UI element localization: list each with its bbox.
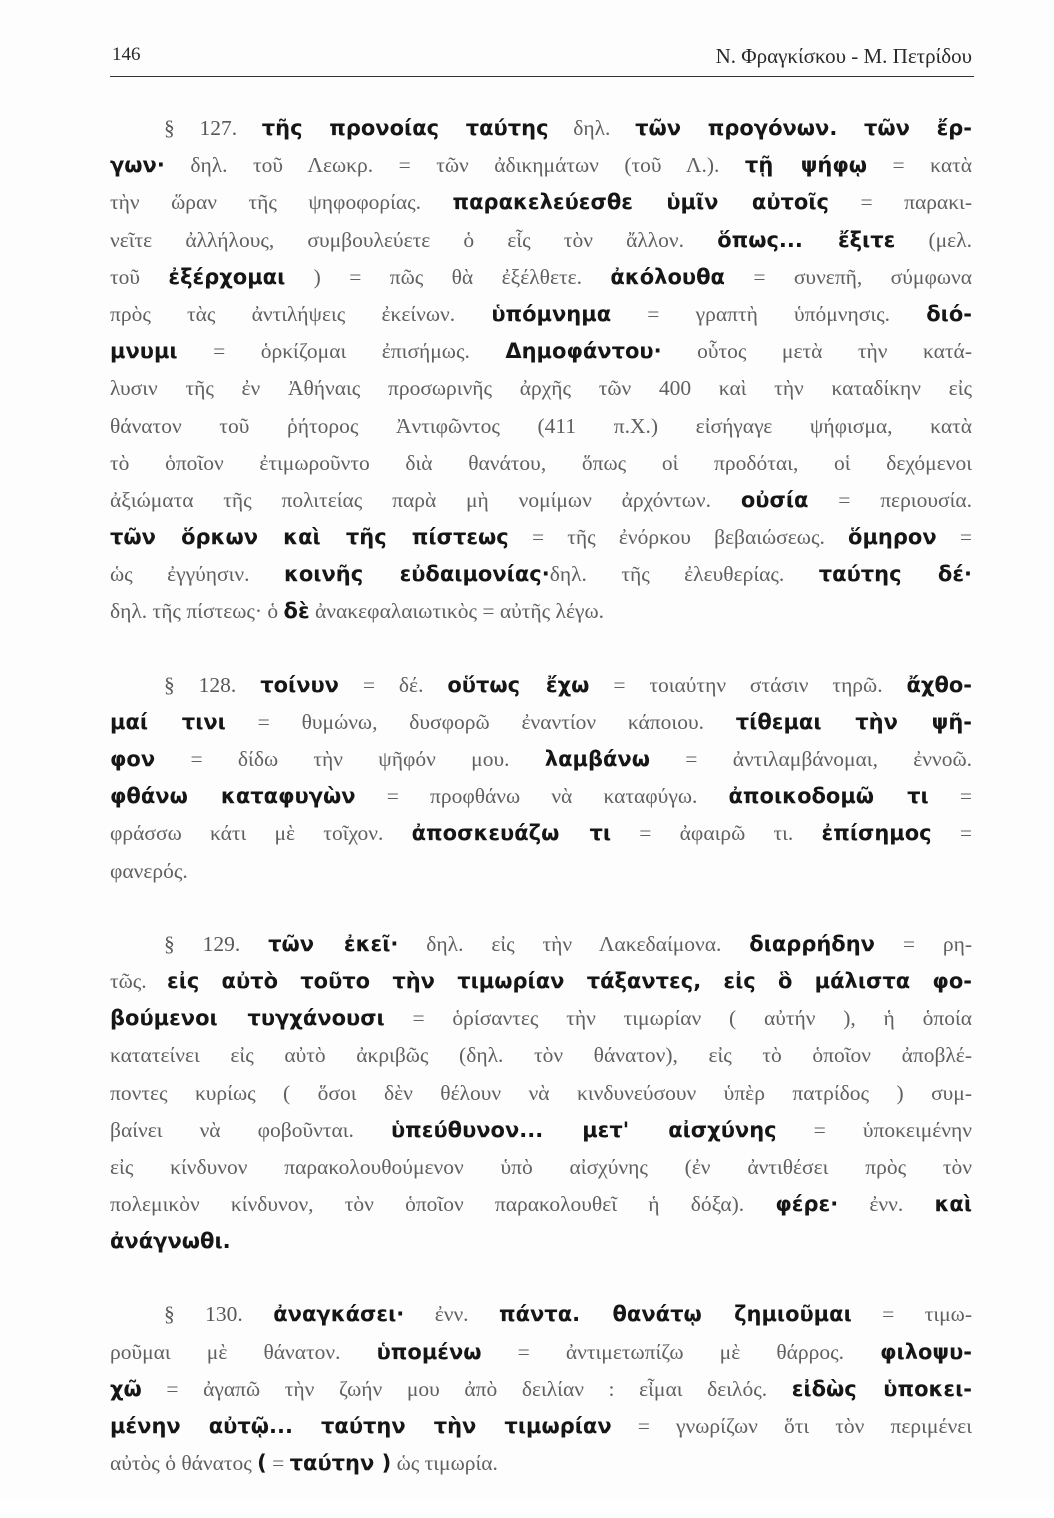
text-line — [110, 815, 972, 852]
lemma-term: ὑπομένω — [376, 1339, 482, 1364]
gloss-text: τῶς. — [110, 968, 167, 993]
text-line — [110, 259, 972, 296]
lemma-term: τῶν ἐκεῖ· — [268, 931, 399, 956]
page-number: 146 — [112, 44, 141, 65]
lemma-term: παρακελεύεσθε ὑμῖν αὐτοῖς — [452, 190, 829, 215]
gloss-text: δηλ. τοῦ Λεωκρ. = τῶν ἀδικημάτων (τοῦ Λ.). — [164, 153, 745, 178]
commentary-paragraph — [110, 926, 972, 1261]
gloss-text: δηλ. τῆς πίστεως· ὁ — [110, 599, 284, 624]
gloss-text: τὸ ὁποῖον ἐτιμωροῦντο διὰ θανάτου, ὅπως οἱ προδόται, οἱ δεχόμενοι — [110, 450, 972, 475]
lemma-term: μένην αὐτῷ... ταύτην τὴν τιμωρίαν — [110, 1414, 612, 1438]
lemma-term: πάντα. θανάτῳ ζημιοῦμαι — [498, 1302, 852, 1327]
text-line — [110, 184, 972, 221]
gloss-text: = — [266, 1451, 290, 1476]
gloss-text: = ὑποκειμένην — [776, 1117, 972, 1142]
text-line — [110, 741, 972, 778]
gloss-text: εἰς κίνδυνον παρακολουθούμενον ὑπὸ αἰσχύνης (ἐν ἀντιθέσει πρὸς τὸν — [110, 1154, 972, 1179]
lemma-term: οὐσία — [740, 487, 809, 512]
gloss-text: = ἀγαπῶ τὴν ζωήν μου ἀπὸ δειλίαν : εἶμαι δειλός. — [141, 1376, 792, 1401]
gloss-text: = προφθάνω νὰ καταφύγω. — [355, 784, 729, 809]
section-number: § 129. — [164, 931, 241, 956]
text-line — [110, 704, 972, 741]
gloss-text: δηλ. — [548, 116, 636, 140]
lemma-term: ἀκόλουθα — [610, 264, 725, 289]
text-line — [110, 1000, 972, 1037]
lemma-term: ( — [257, 1451, 267, 1476]
lemma-term: οὕτως ἔχω — [447, 672, 590, 697]
lemma-term: τῆς προνοίας ταύτης — [261, 116, 549, 140]
gloss-text: = γνωρίζων ὅτι τὸν περιμένει — [611, 1414, 973, 1438]
gloss-text: ροῦμαι μὲ θάνατον. — [110, 1339, 377, 1364]
lemma-term: ἀνάγνωθι. — [110, 1229, 231, 1254]
lemma-term: φον — [110, 747, 156, 771]
gloss-text: = θυμώνω, δυσφορῶ ἐναντίον κάποιου. — [225, 709, 736, 734]
gloss-text: = — [928, 784, 973, 809]
text-line — [110, 667, 972, 704]
gloss-text: = τοιαύτην στάσιν τηρῶ. — [589, 672, 907, 697]
gloss-text — [237, 116, 262, 140]
lemma-term: ἀποσκευάζω τι — [411, 821, 612, 846]
lemma-term: ἐπίσημος — [821, 821, 932, 846]
text-line — [110, 556, 972, 593]
gloss-text: τοῦ — [110, 264, 169, 289]
gloss-text: ὡς τιμωρία. — [391, 1451, 498, 1476]
lemma-term: εἰδὼς ὑποκει- — [791, 1376, 972, 1401]
text-line — [110, 963, 972, 1000]
lemma-term: ἀναγκάσει· — [273, 1302, 405, 1327]
gloss-text: κατατείνει εἰς αὐτὸ ἀκριβῶς (δηλ. τὸν θάνατον), εἰς τὸ ὁποῖον ἀποβλέ- — [110, 1043, 972, 1068]
lemma-term: φέρε· — [775, 1192, 839, 1217]
gloss-text: = τῆς ἐνόρκου βεβαιώσεως. — [508, 525, 849, 550]
gloss-text: = δίδω τὴν ψῆφόν μου. — [155, 747, 545, 771]
gloss-text: = κατὰ — [867, 153, 972, 178]
section-number: § 128. — [164, 672, 237, 697]
gloss-text: = ρη- — [874, 931, 973, 956]
text-line — [110, 1445, 972, 1482]
gloss-text: πρὸς τὰς ἀντιλήψεις ἐκείνων. — [110, 301, 492, 326]
lemma-term: ὑπεύθυνον... μετ' αἰσχύνης — [390, 1117, 777, 1142]
commentary-body — [110, 110, 972, 1518]
gloss-text: = ὁρίσαντες τὴν τιμωρίαν ( αὐτήν ), ἡ ὁποία — [384, 1006, 972, 1031]
lemma-term: ὅπως... ἔξιτε — [717, 227, 896, 252]
text-line — [110, 519, 972, 556]
lemma-term: εἰς αὐτὸ τοῦτο τὴν τιμωρίαν τάξαντες, εἰς ὃ μάλιστα φο- — [167, 968, 972, 993]
gloss-text: ποντες κυρίως ( ὅσοι δὲν θέλουν νὰ κινδυνεύσουν ὑπὲρ πατρίδος ) συμ- — [110, 1080, 972, 1105]
gloss-text: = — [931, 821, 972, 846]
lemma-term: ὑπόμνημα — [491, 301, 612, 326]
text-line — [110, 482, 972, 519]
lemma-term: χῶ — [110, 1376, 142, 1401]
text-line — [110, 147, 972, 184]
gloss-text: ὡς ἐγγύησιν. — [110, 562, 284, 587]
lemma-term: ταύτης δέ· — [818, 562, 973, 587]
lemma-term: βούμενοι τυγχάνουσι — [110, 1006, 385, 1031]
lemma-term: λαμβάνω — [544, 747, 650, 771]
running-head-authors: Ν. Φραγκίσκου - Μ. Πετρίδου — [715, 44, 972, 68]
text-line — [110, 1112, 972, 1149]
text-line — [110, 1149, 972, 1186]
lemma-term: φιλοψυ- — [880, 1339, 973, 1364]
gloss-text: = ἀντιμετωπίζω μὲ θάρρος. — [481, 1339, 881, 1364]
lemma-term: γων· — [110, 153, 165, 178]
text-line — [110, 926, 972, 963]
gloss-text: νεῖτε ἀλλήλους, συμβουλεύετε ὁ εἷς τὸν ἄλλον. — [110, 227, 718, 252]
gloss-text: = — [936, 525, 972, 550]
lemma-term: φθάνω καταφυγὼν — [110, 784, 356, 809]
gloss-text: θάνατον τοῦ ῥήτορος Ἀντιφῶντος (411 π.Χ.) εἰσήγαγε ψήφισμα, κατὰ — [110, 413, 972, 438]
lemma-term: μνυμι — [110, 339, 178, 364]
gloss-text: δηλ. εἰς τὴν Λακεδαίμονα. — [398, 931, 750, 956]
lemma-term: δὲ — [283, 599, 310, 624]
lemma-term: ἀποικοδομῶ τι — [728, 784, 929, 809]
text-line — [110, 853, 972, 890]
text-line — [110, 1075, 972, 1112]
gloss-text: ἀξιώματα τῆς πολιτείας παρὰ μὴ νομίμων ἀρχόντων. — [110, 487, 741, 512]
text-line — [110, 1371, 972, 1408]
text-line — [110, 593, 972, 630]
gloss-text — [243, 1302, 273, 1326]
lemma-term: τῶν προγόνων. τῶν ἔρ- — [635, 116, 973, 140]
gloss-text: = περιουσία. — [808, 487, 972, 512]
text-line — [110, 1223, 972, 1260]
commentary-paragraph — [110, 667, 972, 890]
text-line — [110, 110, 972, 147]
gloss-text: πολεμικὸν κίνδυνον, τὸν ὁποῖον παρακολουθεῖ ἡ δόξα). — [110, 1192, 776, 1217]
lemma-term: τῇ ψήφῳ — [744, 153, 868, 178]
gloss-text: = ἀφαιρῶ τι. — [611, 821, 822, 846]
gloss-text: = παρακι- — [828, 190, 972, 215]
lemma-term: Δημοφάντου· — [505, 339, 662, 364]
commentary-paragraph — [110, 1296, 972, 1482]
lemma-term: τοίνυν — [260, 672, 339, 697]
text-line — [110, 370, 972, 407]
text-line — [110, 296, 972, 333]
gloss-text: βαίνει νὰ φοβοῦνται. — [110, 1117, 391, 1142]
running-header — [110, 36, 974, 77]
text-line — [110, 445, 972, 482]
gloss-text: = συνεπῆ, σύμφωνα — [724, 264, 972, 289]
lemma-term: μαί τινι — [110, 709, 226, 734]
lemma-term: ἄχθο- — [906, 672, 973, 697]
lemma-term: τίθεμαι τὴν ψῆ- — [735, 709, 972, 734]
text-line — [110, 1408, 972, 1445]
gloss-text: δηλ. τῆς ἐλευθερίας. — [549, 562, 819, 587]
gloss-text: ) = πῶς θὰ ἐξέλθετε. — [285, 264, 611, 289]
gloss-text: ἀνακεφαλαιωτικὸς = αὐτῆς λέγω. — [309, 599, 605, 624]
gloss-text: = ὁρκίζομαι ἐπισήμως. — [177, 339, 506, 364]
text-line — [110, 778, 972, 815]
gloss-text: οὗτος μετὰ τὴν κατά- — [661, 339, 972, 364]
lemma-term: τῶν ὅρκων καὶ τῆς πίστεως — [110, 525, 509, 550]
section-number: § 130. — [164, 1302, 243, 1327]
section-number: § 127. — [164, 116, 238, 140]
lemma-term: ὅμηρον — [848, 525, 937, 550]
gloss-text: φανερός. — [110, 858, 188, 883]
gloss-text: αὐτὸς ὁ θάνατος — [110, 1451, 258, 1476]
text-line — [110, 1296, 972, 1333]
text-line — [110, 1334, 972, 1371]
lemma-term: διαρρήδην — [749, 931, 875, 956]
gloss-text: λυσιν τῆς ἐν Ἀθήναις προσωρινῆς ἀρχῆς τῶν 400 καὶ τὴν καταδίκην εἰς — [110, 376, 972, 401]
lemma-term: κοινῆς εὐδαιμονίας· — [283, 562, 550, 587]
gloss-text: φράσσω κάτι μὲ τοῖχον. — [110, 821, 412, 846]
lemma-term: ἐξέρχομαι — [168, 264, 286, 289]
gloss-text: τὴν ὥραν τῆς ψηφοφορίας. — [110, 190, 453, 215]
lemma-term: ταύτην ) — [289, 1451, 392, 1476]
gloss-text: = τιμω- — [851, 1302, 972, 1327]
gloss-text: (μελ. — [895, 227, 972, 252]
gloss-text: = δέ. — [339, 672, 448, 697]
gloss-text — [240, 932, 268, 956]
lemma-term: διό- — [926, 301, 972, 326]
text-line — [110, 408, 972, 445]
commentary-paragraph — [110, 110, 972, 631]
gloss-text — [236, 673, 260, 697]
text-line — [110, 222, 972, 259]
text-line — [110, 1037, 972, 1074]
gloss-text: ἐνν. — [838, 1192, 935, 1217]
text-line — [110, 1186, 972, 1223]
gloss-text: = ἀντιλαμβάνομαι, ἐννοῶ. — [649, 747, 972, 771]
gloss-text: = γραπτὴ ὑπόμνησις. — [611, 301, 927, 326]
lemma-term: καὶ — [934, 1192, 972, 1217]
text-line — [110, 333, 972, 370]
gloss-text: ἐνν. — [404, 1302, 499, 1327]
